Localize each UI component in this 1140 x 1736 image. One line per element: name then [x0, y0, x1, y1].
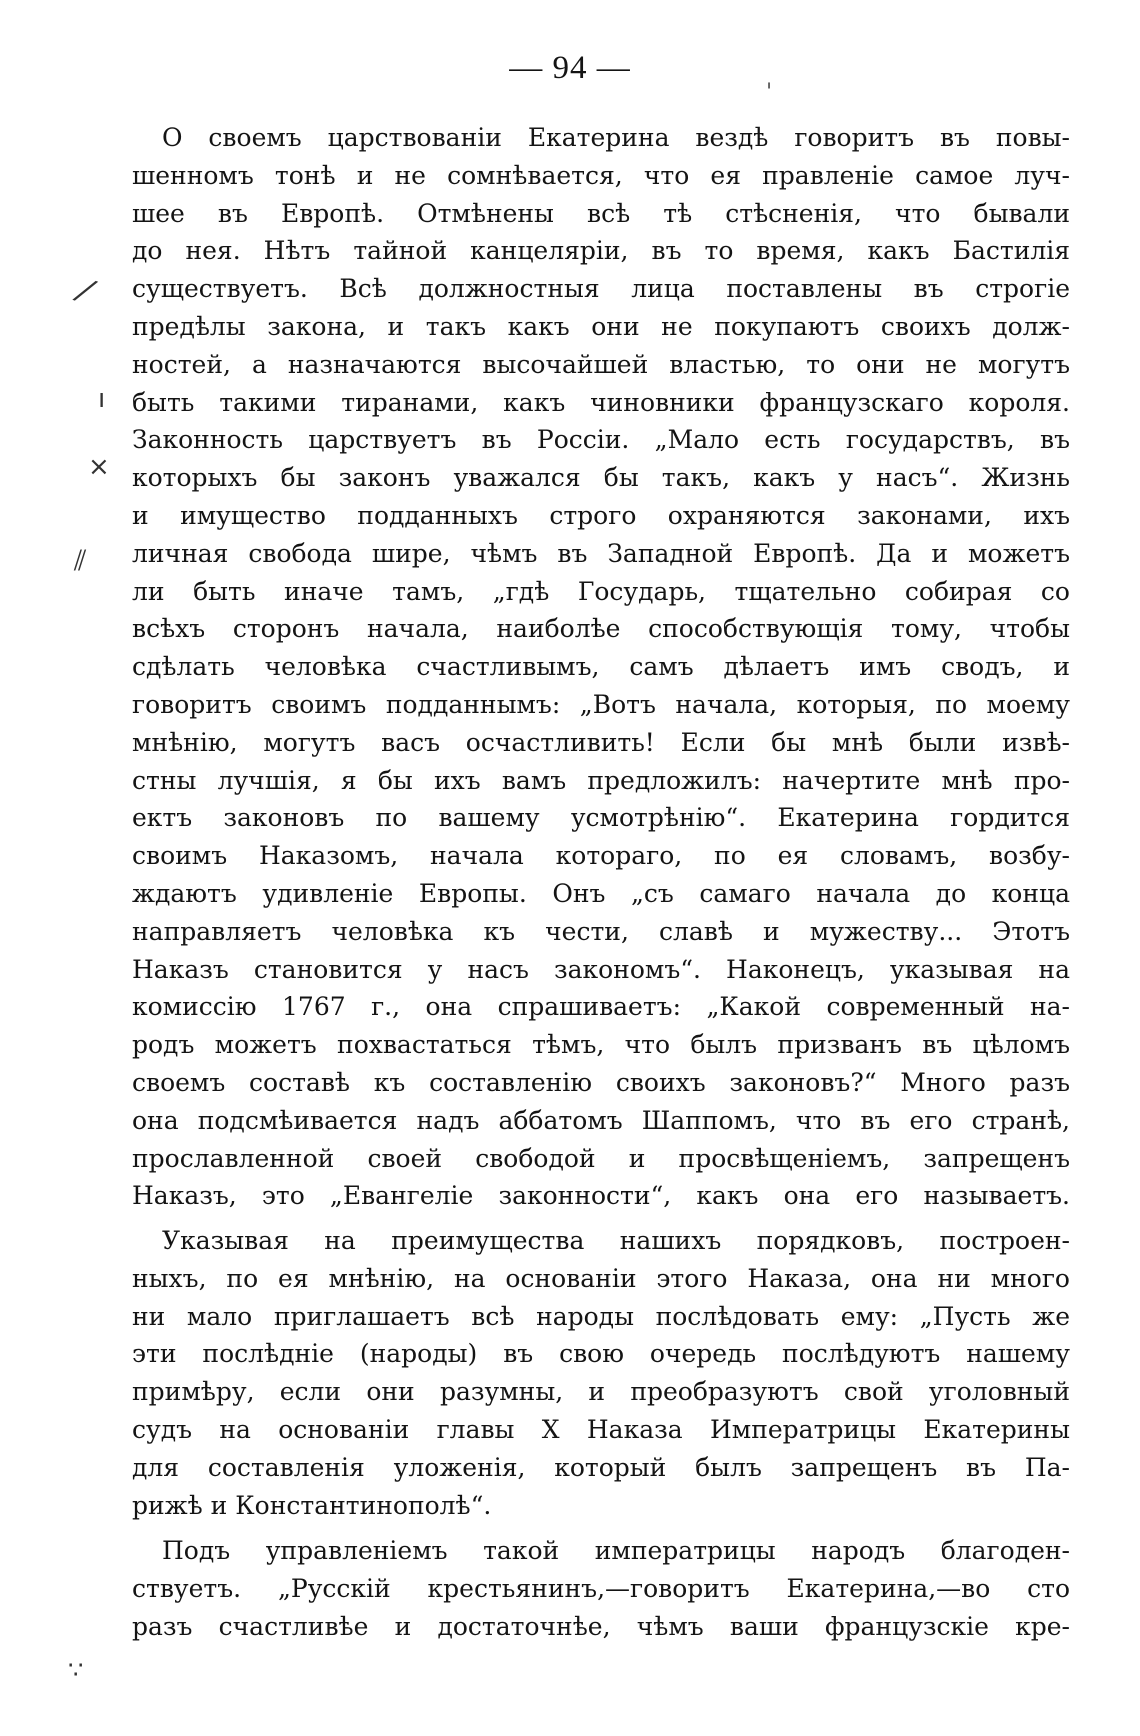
text-line: предѣлы закона, и такъ какъ они не покупаютъ своихъ долж-: [132, 311, 1070, 341]
stray-mark: ˌ: [766, 66, 773, 91]
text-line: эти послѣдніе (народы) въ свою очередь послѣдуютъ нашему: [132, 1339, 1070, 1369]
text-line: судъ на основаніи главы X Наказа Императрицы Екатерины: [132, 1414, 1070, 1444]
text-line: О своемъ царствованіи Екатерина вездѣ говоритъ въ повы-: [162, 123, 1070, 152]
text-line: для составленія уложенія, который былъ запрещенъ въ Па-: [132, 1452, 1070, 1482]
text-line: своимъ Наказомъ, начала котораго, по ея словамъ, возбу-: [132, 841, 1070, 871]
text-line: рижѣ и Константинополѣ“.: [132, 1490, 492, 1520]
text-line: ствуетъ. „Русскій крестьянинъ,—говоритъ Екатерина,—во сто: [132, 1573, 1070, 1603]
margin-mark-double-slash: ⫽: [74, 544, 87, 577]
paragraph-3: [132, 1532, 1070, 1645]
text-line: Подъ управленіемъ такой императрицы народъ благоден-: [162, 1536, 1070, 1565]
text-line: существуетъ. Всѣ должностныя лица поставлены въ строгіе: [132, 274, 1070, 304]
text-line: Наказъ становится у насъ закономъ“. Наконецъ, указывая на: [132, 954, 1070, 984]
text-line: сдѣлать человѣка счастливымъ, самъ дѣлаетъ имъ сводъ, и: [132, 652, 1070, 682]
page-number: — 94 —: [509, 50, 631, 86]
text-line: ли быть иначе тамъ, „гдѣ Государь, тщательно собирая со: [132, 576, 1070, 606]
margin-mark-slash: ⁄: [75, 272, 95, 312]
text-line: ждаютъ удивленіе Европы. Онъ „съ самаго начала до конца: [132, 878, 1070, 908]
text-line: разъ счастливѣе и достаточнѣе, чѣмъ ваши французскіе кре-: [132, 1611, 1070, 1641]
margin-mark-cross: ×: [88, 452, 110, 482]
text-line: до нея. Нѣтъ тайной канцеляріи, въ то время, какъ Бастилія: [132, 236, 1070, 266]
text-line: своемъ составѣ къ составленію своихъ законовъ?“ Много разъ: [132, 1067, 1070, 1097]
margin-mark-tick: ı: [98, 384, 106, 414]
text-line: комиссію 1767 г., она спрашиваетъ: „Какой современный на-: [132, 992, 1070, 1022]
text-line: шее въ Европѣ. Отмѣнены всѣ тѣ стѣсненія, что бывали: [132, 198, 1070, 228]
text-line: которыхъ бы законъ уважался бы такъ, какъ у насъ“. Жизнь: [132, 463, 1070, 493]
text-line: ектъ законовъ по вашему усмотрѣнію“. Екатерина гордится: [132, 803, 1070, 833]
text-line: мнѣнію, могутъ васъ осчастливить! Если бы мнѣ были извѣ-: [132, 727, 1070, 757]
text-line: она подсмѣивается надъ аббатомъ Шаппомъ, что въ его странѣ,: [132, 1105, 1070, 1135]
text-line: и имущество подданныхъ строго охраняются законами, ихъ: [132, 500, 1070, 530]
text-line: Указывая на преимущества нашихъ порядковъ, построен-: [162, 1226, 1070, 1255]
text-line: Наказъ, это „Евангеліе законности“, какъ она его называетъ.: [132, 1181, 1070, 1211]
text-line: направляетъ человѣка къ чести, славѣ и мужеству... Этотъ: [132, 916, 1070, 946]
paragraph-2: [132, 1222, 1070, 1524]
text-line: говоритъ своимъ подданнымъ: „Вотъ начала, которыя, по моему: [132, 689, 1070, 719]
margin-mark-dots: ∵: [68, 1656, 84, 1684]
text-line: ныхъ, по ея мнѣнію, на основаніи этого Наказа, она ни много: [132, 1263, 1070, 1293]
text-line: ни мало приглашаетъ всѣ народы послѣдовать ему: „Пусть же: [132, 1301, 1070, 1331]
text-line: шенномъ тонѣ и не сомнѣвается, что ея правленіе самое луч-: [132, 160, 1070, 190]
text-line: стны лучшія, я бы ихъ вамъ предложилъ: начертите мнѣ про-: [132, 765, 1070, 795]
text-line: личная свобода шире, чѣмъ въ Западной Европѣ. Да и можетъ: [132, 538, 1070, 568]
text-line: всѣхъ сторонъ начала, наиболѣе способствующія тому, чтобы: [132, 614, 1070, 644]
paragraph-1: [132, 119, 1070, 1215]
text-line: Законность царствуетъ въ Россіи. „Мало есть государствъ, въ: [132, 425, 1070, 455]
text-line: родъ можетъ похвастаться тѣмъ, что былъ призванъ въ цѣломъ: [132, 1030, 1070, 1060]
text-line: ностей, а назначаются высочайшей властью, то они не могутъ: [132, 349, 1070, 379]
text-line: примѣру, если они разумны, и преобразуютъ свой уголовный: [132, 1377, 1070, 1407]
text-line: быть такими тиранами, какъ чиновники французскаго короля.: [132, 387, 1070, 417]
text-line: прославленной своей свободой и просвѣщеніемъ, запрещенъ: [132, 1143, 1070, 1173]
